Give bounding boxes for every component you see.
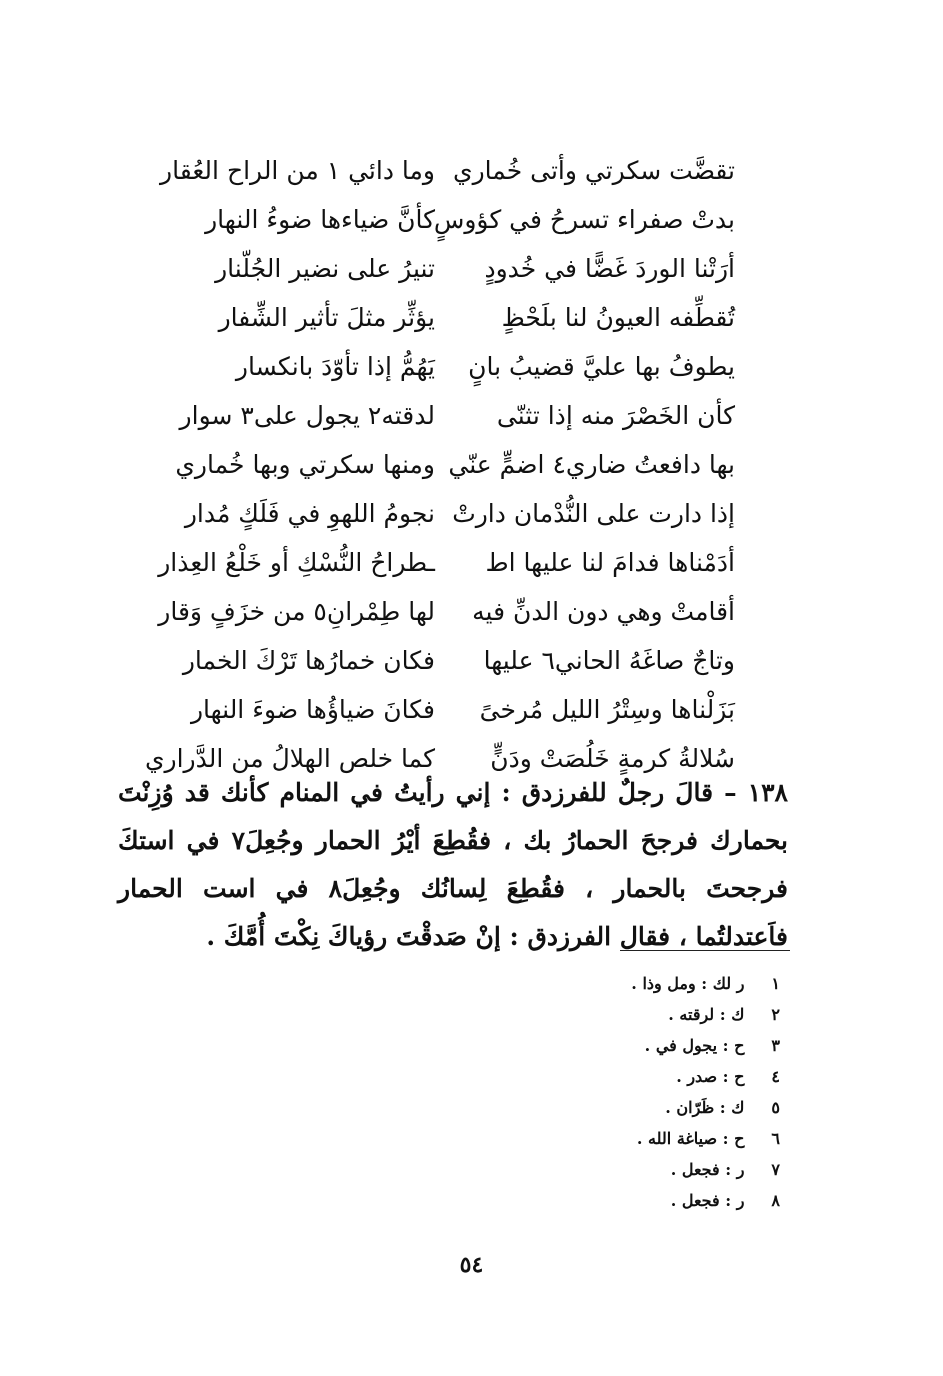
verse-first-hemistich: أقامتْ وهي دون الدنِّ فيه bbox=[472, 597, 735, 626]
footnote-text: ك : لرقته . bbox=[668, 1005, 745, 1024]
verse-second-hemistich: فكان خمارُها تَرْكَ الخمار bbox=[182, 646, 435, 675]
footnote-item bbox=[560, 1123, 780, 1154]
verse-first-hemistich: تقضَّت سكرتي وأتى خُماري bbox=[453, 156, 735, 185]
footnote-divider bbox=[620, 950, 790, 951]
verse-first-hemistich: أدَمْناها فدامَ لنا عليها اط bbox=[485, 548, 735, 577]
verse-second-hemistich: ومنها سكرتي وبها خُماري bbox=[175, 450, 435, 479]
verse-first-hemistich: كأن الخَصْرَ منه إذا تثنّى bbox=[496, 401, 735, 430]
verse-second-hemistich: وما دائي ١ من الراح العُقار bbox=[160, 156, 435, 185]
poem-verse bbox=[158, 538, 735, 587]
footnote-text: ر لك : ومل وذا . bbox=[631, 974, 745, 993]
poem-verse bbox=[175, 195, 735, 244]
footnote-number: ٦ bbox=[771, 1129, 780, 1148]
footnote-number: ٢ bbox=[771, 1005, 780, 1024]
footnote-number: ٥ bbox=[771, 1098, 780, 1117]
anecdote-paragraph bbox=[118, 769, 788, 961]
verse-second-hemistich: نجومُ اللهوِ في فَلَكٍ مُدار bbox=[184, 499, 435, 528]
poem bbox=[144, 146, 735, 783]
poem-verse bbox=[175, 685, 735, 734]
verse-second-hemistich: لها طِمْرانِ٥ من خزَفٍ وَقار bbox=[158, 597, 435, 626]
verse-second-hemistich: يَهُمُّ إذا تأوّدَ بانكسار bbox=[235, 352, 435, 381]
poem-verse bbox=[175, 342, 735, 391]
verse-first-hemistich: تُقطِّفه العيونُ لنا بلَحْظٍ bbox=[501, 303, 735, 332]
verse-second-hemistich: فكانَ ضياؤُها ضوءَ النهار bbox=[190, 695, 435, 724]
verse-first-hemistich: إذا دارت على النُّدْمان دارتْ bbox=[452, 499, 735, 528]
poem-verse bbox=[175, 440, 735, 489]
anecdote-dash: – bbox=[724, 778, 737, 807]
verse-first-hemistich: أرَتْنا الوردَ غَضًّا في خُدودٍ bbox=[484, 254, 735, 283]
footnote-item bbox=[560, 1030, 780, 1061]
poem-verse bbox=[175, 489, 735, 538]
footnote-item bbox=[560, 1154, 780, 1185]
verse-first-hemistich: سُلالةُ كرمةٍ خَلُصَتْ ودَنٍّ bbox=[490, 744, 735, 773]
anecdote-text: قالَ رجلٌ للفرزدق : إني رأيتُ في المنام كأنك قد وُزِنْتَ بحمارك فرجحَ الحمارُ بك ، فقُطِعَ أيْرُ الحمار وجُعِلَ٧ في استكَ فرجحتَ بالحمار ، فقُطِعَ لِسانُك وجُعِلَ٨ في است الحمار فاَعتدلتُما ، فقال الفرزدق : إنْ صَدقْتَ رؤياكَ نِكْتَ أُمَّكَ . bbox=[118, 778, 789, 951]
footnote-number: ٨ bbox=[771, 1191, 780, 1210]
poem-verse bbox=[175, 391, 735, 440]
verse-first-hemistich: بدتْ صفراء تسرحُ في كؤوسٍ bbox=[433, 205, 735, 234]
footnotes-list bbox=[560, 968, 780, 1216]
poem-verse bbox=[158, 587, 735, 636]
verse-first-hemistich: بَزَلْناها وسِتْرُ الليل مُرخىً bbox=[479, 695, 735, 724]
footnote-item bbox=[560, 1185, 780, 1216]
verse-second-hemistich: يؤثِّر مثلَ تأثير الشِّفار bbox=[218, 303, 435, 332]
footnote-text: ح : صياغة الله . bbox=[636, 1129, 745, 1148]
verse-second-hemistich: كأنَّ ضياءها ضوءُ النهار bbox=[205, 205, 435, 234]
footnote-item bbox=[560, 1092, 780, 1123]
footnote-item bbox=[560, 1061, 780, 1092]
footnote-text: ح : يجول في . bbox=[644, 1036, 745, 1055]
anecdote-number: ١٣٨ bbox=[747, 778, 788, 807]
poem-verse bbox=[175, 636, 735, 685]
verse-second-hemistich: لدقته٢ يجول على٣ سوار bbox=[179, 401, 435, 430]
verse-first-hemistich: يطوفُ بها عليَّ قضيبُ بانٍ bbox=[468, 352, 735, 381]
footnote-text: ر : فجعل . bbox=[670, 1160, 745, 1179]
footnote-text: ح : صدر . bbox=[676, 1067, 745, 1086]
footnote-text: ر : فجعل . bbox=[670, 1191, 745, 1210]
footnote-number: ٧ bbox=[771, 1160, 780, 1179]
footnote-item bbox=[560, 999, 780, 1030]
verse-first-hemistich: وتاجٌ صاغَهُ الحاني٦ عليها bbox=[483, 646, 735, 675]
verse-second-hemistich: كما خلص الهلالُ من الدَّراري bbox=[144, 744, 435, 773]
verse-second-hemistich: ـطراحُ النُّسْكِ أو خَلْعُ العِذار bbox=[158, 548, 435, 577]
footnote-item bbox=[560, 968, 780, 999]
footnote-number: ٤ bbox=[771, 1067, 780, 1086]
footnote-text: ك : ظَرّان . bbox=[665, 1098, 745, 1117]
poem-verse bbox=[175, 244, 735, 293]
poem-verse bbox=[160, 146, 735, 195]
footnote-number: ١ bbox=[771, 974, 780, 993]
footnote-number: ٣ bbox=[771, 1036, 780, 1055]
page-number: ٥٤ bbox=[459, 1252, 484, 1278]
poem-verse bbox=[175, 293, 735, 342]
verse-first-hemistich: بها دافعتُ ضاري٤ اضمٍّ عنّي bbox=[448, 450, 735, 479]
verse-second-hemistich: تنيرُ على نضير الجُلّنار bbox=[215, 254, 435, 283]
